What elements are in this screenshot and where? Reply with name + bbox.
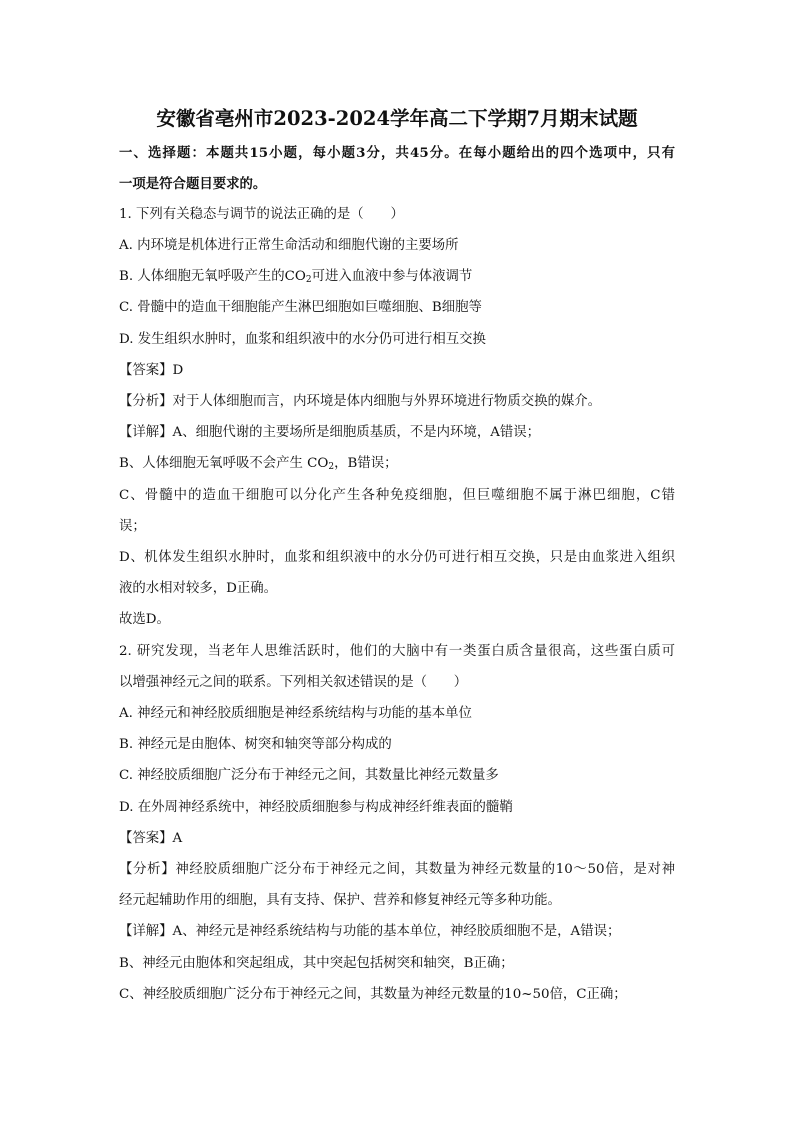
question-2-option-d: D. 在外周神经系统中，神经胶质细胞参与构成神经纤维表面的髓鞘 (119, 800, 513, 815)
question-2-answer: 【答案】A (119, 831, 183, 846)
question-2-analysis-line-1: 【分析】神经胶质细胞广泛分布于神经元之间，其数量为神经元数量的10～50倍，是对神 (119, 862, 675, 877)
question-1-analysis: 【分析】对于人体细胞而言，内环境是体内细胞与外界环境进行物质交换的媒介。 (119, 394, 602, 409)
question-2-stem-line-2: 以增强神经元之间的联系。下列相关叙述错误的是（ ） (119, 675, 468, 690)
question-1-answer: 【答案】D (119, 363, 184, 378)
question-1-detail-b-subscript: 2 (328, 462, 335, 472)
section-header-line-1: 一、选择题：本题共15小题，每小题3分，共45分。在每小题给出的四个选项中，只有 (119, 145, 675, 161)
question-1-detail-a: 【详解】A、细胞代谢的主要场所是细胞质基质，不是内环境，A错误； (119, 425, 541, 440)
question-1-option-d: D. 发生组织水肿时，血浆和组织液中的水分仍可进行相互交换 (119, 332, 486, 347)
document-title: 安徽省亳州市2023-2024学年高二下学期7月期末试题 (156, 107, 638, 130)
question-2-analysis-line-2: 经元起辅助作用的细胞，具有支持、保护、营养和修复神经元等多种功能。 (119, 893, 561, 908)
question-1-detail-b-text-end: ，B错误； (334, 456, 398, 471)
question-1-option-b (119, 267, 472, 290)
question-1-option-b-text: B. 人体细胞无氧呼吸产生的CO (119, 269, 306, 284)
question-1-option-c: C. 骨髓中的造血干细胞能产生淋巴细胞如巨噬细胞、B细胞等 (119, 300, 482, 315)
question-1-stem: 1. 下列有关稳态与调节的说法正确的是（ ） (119, 207, 404, 222)
question-1-conclusion: 故选D。 (119, 612, 170, 627)
question-1-detail-c-line-1: C、骨髓中的造血干细胞可以分化产生各种免疫细胞，但巨噬细胞不属于淋巴细胞，C错 (119, 488, 675, 503)
question-1-detail-b-text: B、人体细胞无氧呼吸不会产生 CO (119, 456, 329, 471)
section-header-line-2: 一项是符合题目要求的。 (119, 176, 267, 192)
question-2-option-b: B. 神经元是由胞体、树突和轴突等部分构成的 (119, 737, 392, 752)
question-2-option-a: A. 神经元和神经胶质细胞是神经系统结构与功能的基本单位 (119, 706, 472, 721)
question-1-detail-c-line-2: 误； (119, 519, 146, 534)
question-1-option-b-subscript: 2 (305, 275, 312, 285)
question-2-detail-b: B、神经元由胞体和突起组成，其中突起包括树突和轴突，B正确； (119, 956, 514, 971)
question-2-detail-a: 【详解】A、神经元是神经系统结构与功能的基本单位，神经胶质细胞不是，A错误； (119, 924, 621, 939)
question-2-stem-line-1: 2. 研究发现，当老年人思维活跃时，他们的大脑中有一类蛋白质含量很高，这些蛋白质可 (119, 644, 675, 659)
question-1-option-b-text-end: 可进入血液中参与体液调节 (311, 269, 473, 284)
question-2-option-c: C. 神经胶质细胞广泛分布于神经元之间，其数量比神经元数量多 (119, 768, 499, 783)
question-2-detail-c: C、神经胶质细胞广泛分布于神经元之间，其数量为神经元数量的10~50倍，C正确； (119, 987, 627, 1002)
question-1-detail-b (119, 454, 398, 477)
question-1-option-a: A. 内环境是机体进行正常生命活动和细胞代谢的主要场所 (119, 238, 459, 253)
question-1-detail-d-line-2: 液的水相对较多，D正确。 (119, 581, 278, 596)
question-1-detail-d-line-1: D、机体发生组织水肿时，血浆和组织液中的水分仍可进行相互交换，只是由血浆进入组织 (119, 550, 675, 565)
